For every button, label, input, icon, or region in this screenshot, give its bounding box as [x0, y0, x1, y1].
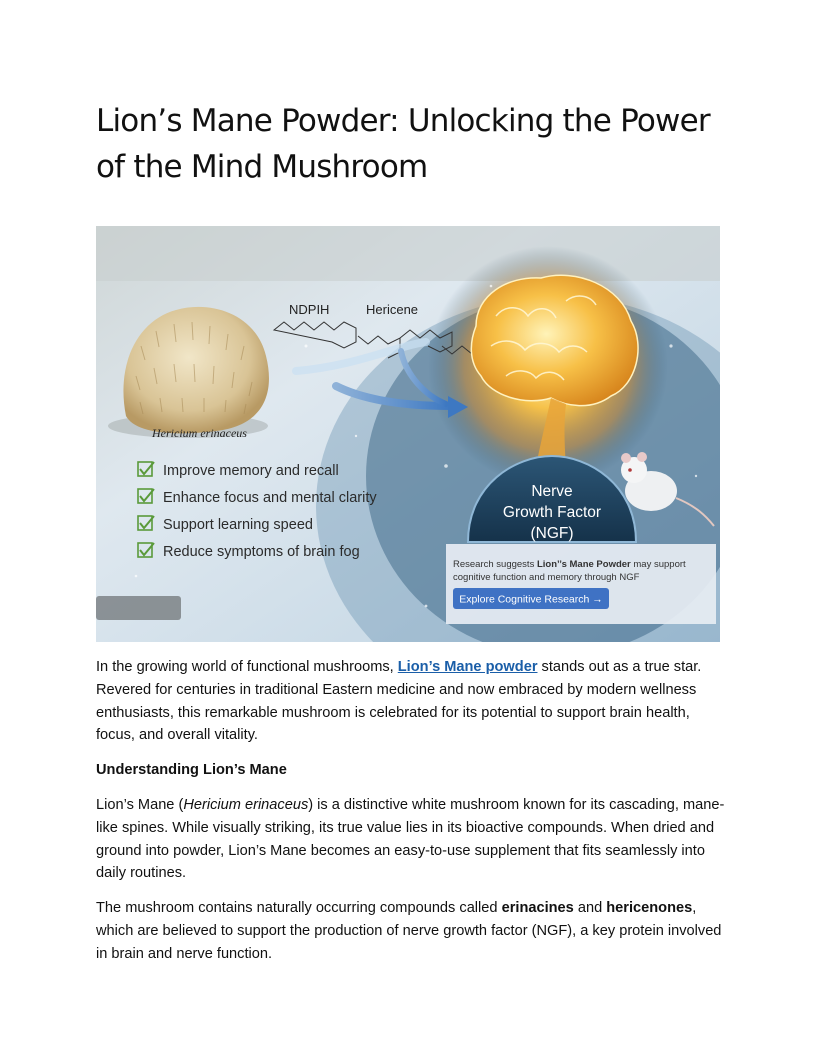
compound-label-ndpih: NDPIH [289, 302, 330, 317]
hero-illustration [96, 226, 720, 642]
explore-research-label: Explore Cognitive Research → [459, 593, 603, 606]
explore-research-button[interactable] [453, 588, 609, 609]
lions-mane-powder-link[interactable]: Lion’s Mane powder [397, 659, 538, 675]
benefit-item: Reduce symptoms of brain fog [163, 544, 360, 560]
compound-label-hericene: Hericene [366, 302, 419, 317]
research-note-line-1: Research suggests Lion’’s Mane Powder may support [453, 559, 686, 570]
section-heading: Understanding Lion’s Mane [96, 762, 287, 779]
article-body [96, 656, 726, 978]
ngf-label-line-2: Growth Factor [502, 504, 602, 521]
benefit-item: Enhance focus and mental clarity [163, 490, 377, 506]
benefit-item: Improve memory and recall [163, 463, 339, 479]
ngf-label-line-3: (NGF) [530, 525, 574, 542]
research-note-line-2: cognitive function and memory through NGF [453, 572, 640, 583]
benefit-item: Support learning speed [163, 517, 313, 533]
ngf-label-line-1: Nerve [531, 483, 573, 500]
article-title: Lion’s Mane Powder: Unlocking the Power of the Mind Mushroom [96, 103, 710, 185]
compounds-paragraph: The mushroom contains naturally occurring compounds called erinacines and hericenones, which are believed to support the production of nerve growth factor (NGF), a key protein involved in brain and nerve function. [96, 900, 722, 962]
description-paragraph: Lion’s Mane (Hericium erinaceus) is a distinctive white mushroom known for its cascading, mane-like spines. While visually striking, its true value lies in its bioactive compounds. When dried and ground into powder, Lion’s Mane becomes an easy-to-use supplement that fits seamlessly into daily routines. [96, 796, 725, 882]
species-label: Hericium erinaceus [152, 426, 247, 440]
intro-paragraph: In the growing world of functional mushrooms, Lion’s Mane powder stands out as a true star. Revered for centuries in traditional Eastern medicine and now embraced by modern wellness enthusiasts, this remarkable mushroom is celebrated for its potential to support brain health, focus, and overall vitality. [96, 659, 702, 744]
